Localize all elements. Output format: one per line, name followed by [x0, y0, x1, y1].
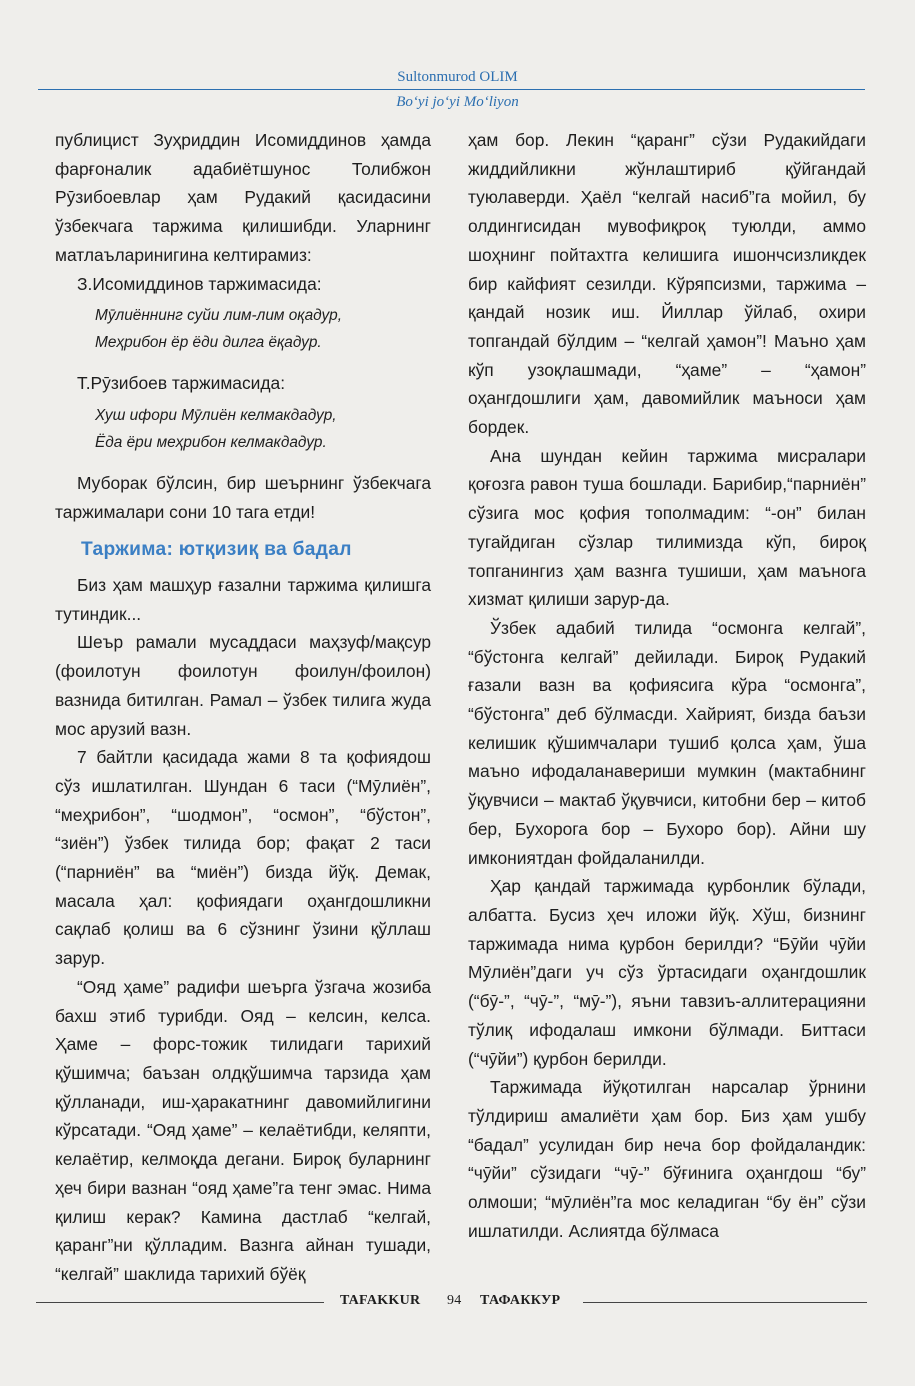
right-column	[468, 126, 866, 1245]
paragraph: “Ояд ҳаме” радифи шеърга ўзгача жозиба бахш этиб турибди. Ояд – келсин, келса. Ҳаме – форс-тожик тилидаги тарихий қўшимча; баъзан олдқўшимча тарзида ҳам қўлланади, иш-ҳаракатнинг давомийлигини кўрсатади. “Ояд ҳаме” – келаётибди, келяпти, келаётир, келмоқда дегани. Бироқ буларнинг ҳеч бири вазнан “ояд ҳаме”га тенг эмас. Нима қилиш керак? Камина дастлаб “келгай, қаранг”ни қўлладим. Вазнга айнан тушади, “келгай” шаклида тарихий бўёқ	[55, 976, 431, 1284]
page-footer	[0, 1292, 915, 1312]
poem-line: Ёда ёри меҳрибон келмакдадур.	[95, 433, 327, 451]
poem-line: Мӯлиённинг суйи лим-лим оқадур,	[95, 307, 342, 325]
paragraph: Т.Рӯзибоев таржимасида:	[77, 373, 286, 394]
left-column	[55, 126, 431, 1289]
footer-journal-cyrillic: ТАФАККУР	[480, 1293, 561, 1308]
page-number: 94	[447, 1293, 462, 1308]
footer-journal-latin: TAFAKKUR	[340, 1293, 421, 1308]
running-header	[0, 68, 915, 111]
paragraph: Ҳар қандай таржимада қурбонлик бўлади, албатта. Бусиз ҳеч иложи йўқ. Хўш, бизнинг таржимада нима қурбон берилди? “Бӯйи чӯйи Мӯлиён”даги уч сўз ўртасидаги оҳангдошлик (“бӯ-”, “чӯ-”, “мӯ-”), яъни тавзиъ-аллитерацияни тўлиқ ифодалаш имкони бўлмади. Биттаси (“чӯйи”) қурбон берилди.	[468, 876, 866, 1069]
paragraph: ҳам бор. Лекин “қаранг” сўзи Рудакийдаги жиддийликни жўнлаштириб қўйгандай туюлаверди. Ҳаёл “келгай насиб”га мойил, бу олдингисидан мувофиқроқ туюлди, аммо шоҳнинг пойтахтга келишига ишончсизликдек бир кайфият сезилди. Кўряпсизми, таржима – қандай нозик иш. Йиллар ўйлаб, охири топгандай бўлдим – “келгай ҳамон”! Маъно ҳам кўп узоқлашмади, “ҳаме” – “ҳамон” оҳангдошлиги ҳам, давомийлик маъноси ҳам бордек.	[468, 130, 866, 438]
paragraph: публицист Зуҳриддин Исомиддинов ҳамда фарғоналик адабиётшунос Толибжон Рӯзибоевлар ҳам Рудакий қасидасини ўзбекчага таржима қилишибди. Уларнинг матлаъларинигина келтирамиз:	[55, 130, 431, 265]
paragraph: Ана шундан кейин таржима мисралари қоғозга равон туша бошлади. Барибир,“парниён” сўзига мос қофия тополмадим: “-он” билан тугайдиган сўзлар тилимизда кўп, бироқ топганингиз ҳам вазнга тушиши, ҳам маънога хизмат қилиши зарур-да.	[468, 445, 866, 610]
paragraph: 7 байтли қасидада жами 8 та қофиядош сўз ишлатилган. Шундан 6 таси (“Мӯлиён”, “меҳрибон”, “шодмон”, “осмон”, “бўстон”, “зиён”) ўзбек тилида бор; фақат 2 таси (“парниён” ва “миён”) бизда йўқ. Демак, масала ҳал: қофиядаги оҳангдошликни сақлаб қолиш ва 6 сўзнинг ўзини қўллаш зарур.	[55, 747, 431, 969]
header-subtitle: Bo‘yi jo‘yi Mo‘liyon	[396, 94, 519, 110]
footer-rule	[583, 1302, 867, 1303]
header-rule	[38, 89, 865, 90]
paragraph: Биз ҳам машҳур ғазални таржима қилишга тутиндик...	[55, 575, 431, 624]
poem-line: Меҳрибон ёр ёди дилга ёқадур.	[95, 334, 322, 352]
poem-quote	[95, 402, 431, 456]
paragraph: Шеър рамали мусаддаси маҳзуф/мақсур (фоилотун фоилотун фоилун/фоилон) вазнида битилган. Рамал – ўзбек тилига жуда мос арузий вазн.	[55, 632, 431, 739]
paragraph: Таржимада йўқотилган нарсалар ўрнини тўлдириш амалиёти ҳам бор. Биз ҳам ушбу “бадал” усулидан бир неча бор фойдаландик: “чӯйи” сўзидаги “чӯ-” бўғинига оҳангдош “бу” олмоши; “мӯлиён”га мос келадиган “бу ён” сўзи ишлатилди. Аслиятда бўлмаса	[468, 1077, 866, 1241]
paragraph: Ўзбек адабий тилида “осмонга келгай”, “бўстонга келгай” дейилади. Бироқ Рудакий ғазали вазн ва қофиясига кўра “осмонга”, “бўстонга” деб бўлмасди. Хайрият, бизда баъзи келишик қўшимчалари тушиб қолса ҳам, ўша маъно ифодаланавериши мумкин (мактабнинг ўқувчиси – мактаб ўқувчиси, китобни бер – китоб бер, Бухорога бор – Бухоро бор). Айни шу имкониятдан фойдаланилди.	[468, 617, 866, 868]
poem-quote	[95, 302, 431, 356]
paragraph: З.Исомиддинов таржимасида:	[77, 273, 322, 294]
poem-line: Хуш ифори Мӯлиён келмакдадур,	[95, 406, 337, 424]
section-heading: Таржима: ютқизиқ ва бадал	[81, 539, 352, 561]
paragraph: Муборак бўлсин, бир шеърнинг ўзбекчага таржималари сони 10 тага етди!	[55, 472, 431, 522]
footer-rule	[36, 1302, 324, 1303]
header-author: Sultonmurod OLIM	[397, 69, 518, 85]
